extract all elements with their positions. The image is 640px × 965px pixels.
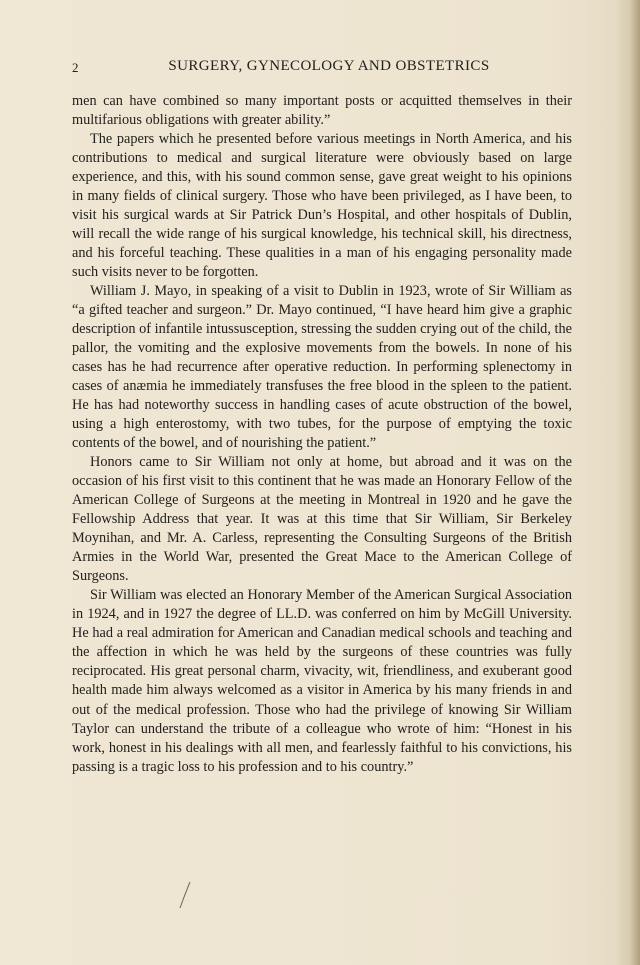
paragraph-continued: men can have combined so many important posts or acquitted themselves in their multifarious obligations with greater ability.” — [72, 93, 572, 129]
paragraph: Sir William was elected an Honorary Member of the American Surgical Association in 1924, and in 1927 the degree of LL.D. was conferred on him by McGill University. He had a real admiration for American and Canadian medical schools and teaching and the affection in which he was held by the surgeons of these countries was fully reciprocated. His great personal charm, vivacity, wit, friendliness, and exuberant good health made him always welcomed as a visitor in America by his many friends in and out of the medical profession. Those who had the privilege of knowing Sir William Taylor can understand the tribute of a colleague who wrote of him: “Honest in his work, honest in his dealings with all men, and fearlessly faithful to his convictions, his passing is a tragic loss to his profession and to his country.” — [72, 587, 572, 775]
paragraph: The papers which he presented before various meetings in North America, and his contributions to medical and surgical literature were obviously based on large experience, and this, with his sound common sense, gave great weight to his opinions in many fields of clinical surgery. Those who have been privileged, as I have been, to visit his surgical wards at Sir Patrick Dun’s Hospital, and other hospitals of Dublin, will recall the wide range of his surgical knowledge, his technical skill, his directness, and his forceful teaching. These qualities in a man of his engaging personality made such visits never to be forgotten. — [72, 131, 572, 281]
paragraph: William J. Mayo, in speaking of a visit to Dublin in 1923, wrote of Sir William as “a gifted teacher and surgeon.” Dr. Mayo continued, “I have heard him give a graphic description of infantile intussusception, stressing the sudden crying out of the child, the pallor, the vomiting and the explosive movements from the bowels. In none of his cases has he had recurrence after operative reduction. In performing splenectomy in cases of anæmia he immediately transfuses the free blood in the spleen to the patient. He has had noteworthy success in handling cases of acute obstruction of the bowel, using a high enterostomy, with two tubes, for the purpose of emptying the toxic contents of the bowel, and of nourishing the patient.” — [72, 283, 572, 452]
article-body — [72, 92, 572, 777]
pencil-mark — [178, 880, 192, 910]
running-head: SURGERY, GYNECOLOGY AND OBSTETRICS — [168, 58, 490, 74]
page-number: 2 — [72, 60, 79, 75]
page-edge-shadow — [630, 0, 640, 965]
paragraph: Honors came to Sir William not only at home, but abroad and it was on the occasion of his first visit to this continent that he was made an Honorary Fellow of the American College of Surgeons at the meeting in Montreal in 1920 and he gave the Fellowship Address that year. It was at this time that Sir William, Sir Berkeley Moynihan, and Mr. A. Carless, representing the Consulting Surgeons of the British Armies in the World War, presented the Great Mace to the American College of Surgeons. — [72, 454, 572, 585]
page-header — [72, 58, 572, 78]
